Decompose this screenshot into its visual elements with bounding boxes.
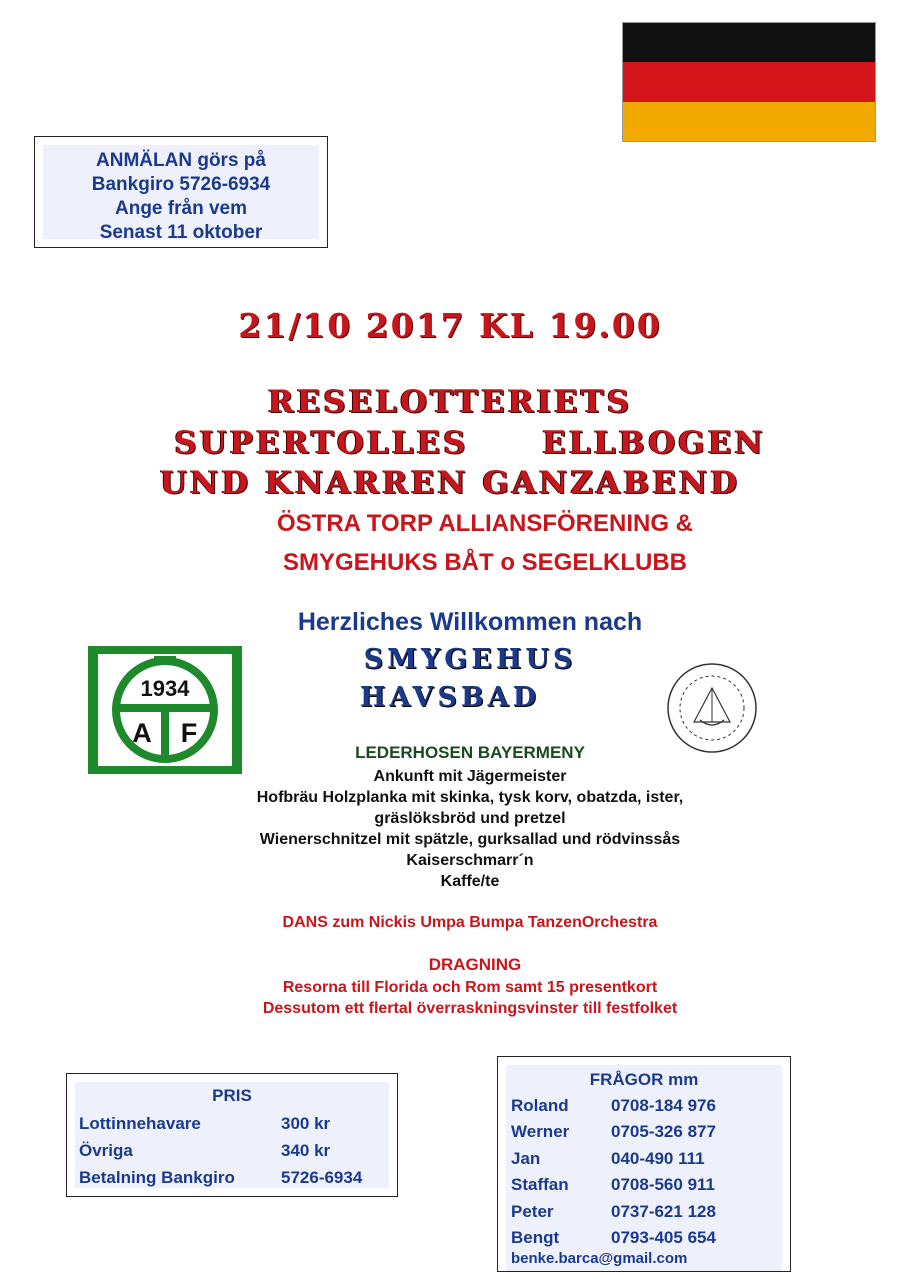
contact-row xyxy=(511,1149,781,1175)
contact-row xyxy=(511,1122,781,1148)
contacts-heading: FRÅGOR mm xyxy=(589,1070,699,1089)
draw-line: Resorna till Florida och Rom samt 15 presentkort xyxy=(282,979,658,996)
price-value: 300 kr xyxy=(281,1114,331,1133)
flag-stripe-red xyxy=(623,62,875,101)
contact-name: Roland xyxy=(511,1096,569,1115)
contact-row xyxy=(511,1175,781,1201)
contact-name: Peter xyxy=(511,1202,554,1221)
af-logo-letter: F xyxy=(180,718,198,748)
place-name-line: HAVSBAD xyxy=(359,682,541,713)
contact-name: Jan xyxy=(511,1149,541,1168)
price-label: Betalning Bankgiro xyxy=(79,1168,235,1187)
menu-item: gräslöksbröd und pretzel xyxy=(374,810,566,827)
german-flag xyxy=(622,22,876,142)
contact-phone: 040-490 111 xyxy=(611,1149,705,1168)
contacts-box xyxy=(497,1056,791,1272)
dance-line xyxy=(0,914,900,932)
menu-item: Hofbräu Holzplanka mit skinka, tysk korv, obatzda, ister, xyxy=(256,789,684,806)
contact-phone: 0708-184 976 xyxy=(611,1096,716,1115)
price-row xyxy=(79,1114,331,1134)
contact-row xyxy=(511,1202,781,1228)
dance-orchestra: Nickis Umpa Bumpa TanzenOrchestra xyxy=(368,914,658,931)
contact-row xyxy=(511,1096,781,1122)
contact-name: Staffan xyxy=(511,1175,569,1194)
registration-box xyxy=(34,136,328,248)
menu-item: Kaffe/te xyxy=(440,873,500,890)
registration-line: ANMÄLAN görs på xyxy=(96,150,266,171)
contact-phone: 0705-326 877 xyxy=(611,1122,716,1141)
event-title-line: UND KNARREN GANZABEND xyxy=(159,465,741,501)
price-value: 5726-6934 xyxy=(281,1168,363,1187)
registration-box-inner xyxy=(43,145,319,243)
menu-heading: LEDERHOSEN BAYERMENY xyxy=(355,743,585,762)
organizer-line: SMYGEHUKS BÅT o SEGELKLUBB xyxy=(282,549,687,576)
af-logo-letter: A xyxy=(132,718,152,748)
menu-item: Kaiserschmarr´n xyxy=(406,852,534,869)
menu-item: Wienerschnitzel mit spätzle, gurksallad und rödvinssås xyxy=(259,831,681,848)
draw-list xyxy=(0,977,900,1019)
price-label: Lottinnehavare xyxy=(79,1114,201,1133)
contact-phone: 0737-621 128 xyxy=(611,1202,716,1221)
event-title-line: SUPERTOLLES ELLBOGEN xyxy=(174,425,766,461)
af-logo-year: 1934 xyxy=(140,676,190,701)
price-value: 340 kr xyxy=(281,1141,331,1160)
welcome-text: Herzliches Willkommen nach xyxy=(297,608,643,636)
organizer-line: ÖSTRA TORP ALLIANSFÖRENING & xyxy=(276,510,693,537)
place-name-line: SMYGEHUS xyxy=(363,644,577,675)
dance-prefix: DANS zum xyxy=(282,914,365,931)
price-label: Övriga xyxy=(79,1141,133,1160)
club-stamp xyxy=(664,660,760,756)
draw-line: Dessutom ett flertal överraskningsvinster till festfolket xyxy=(262,1000,678,1017)
registration-line: Ange från vem xyxy=(115,198,247,219)
menu-item: Ankunft mit Jägermeister xyxy=(373,768,567,785)
event-date: 21/10 2017 KL 19.00 xyxy=(238,306,662,345)
price-box xyxy=(66,1073,398,1197)
event-title-line: RESELOTTERIETS xyxy=(267,384,633,420)
contact-name: Bengt xyxy=(511,1228,560,1247)
contact-phone: 0708-560 911 xyxy=(611,1175,715,1194)
price-heading: PRIS xyxy=(212,1086,252,1105)
price-row xyxy=(79,1168,363,1188)
menu-list xyxy=(0,766,900,892)
contact-email[interactable]: benke.barca@gmail.com xyxy=(511,1250,688,1267)
price-row xyxy=(79,1141,331,1161)
registration-line: Senast 11 oktober xyxy=(99,222,263,243)
draw-heading: DRAGNING xyxy=(428,955,522,974)
contact-name: Werner xyxy=(511,1122,570,1141)
registration-line: Bankgiro 5726-6934 xyxy=(91,174,271,195)
flag-stripe-gold xyxy=(623,102,875,141)
contact-phone: 0793-405 654 xyxy=(611,1228,716,1247)
flag-stripe-black xyxy=(623,23,875,62)
